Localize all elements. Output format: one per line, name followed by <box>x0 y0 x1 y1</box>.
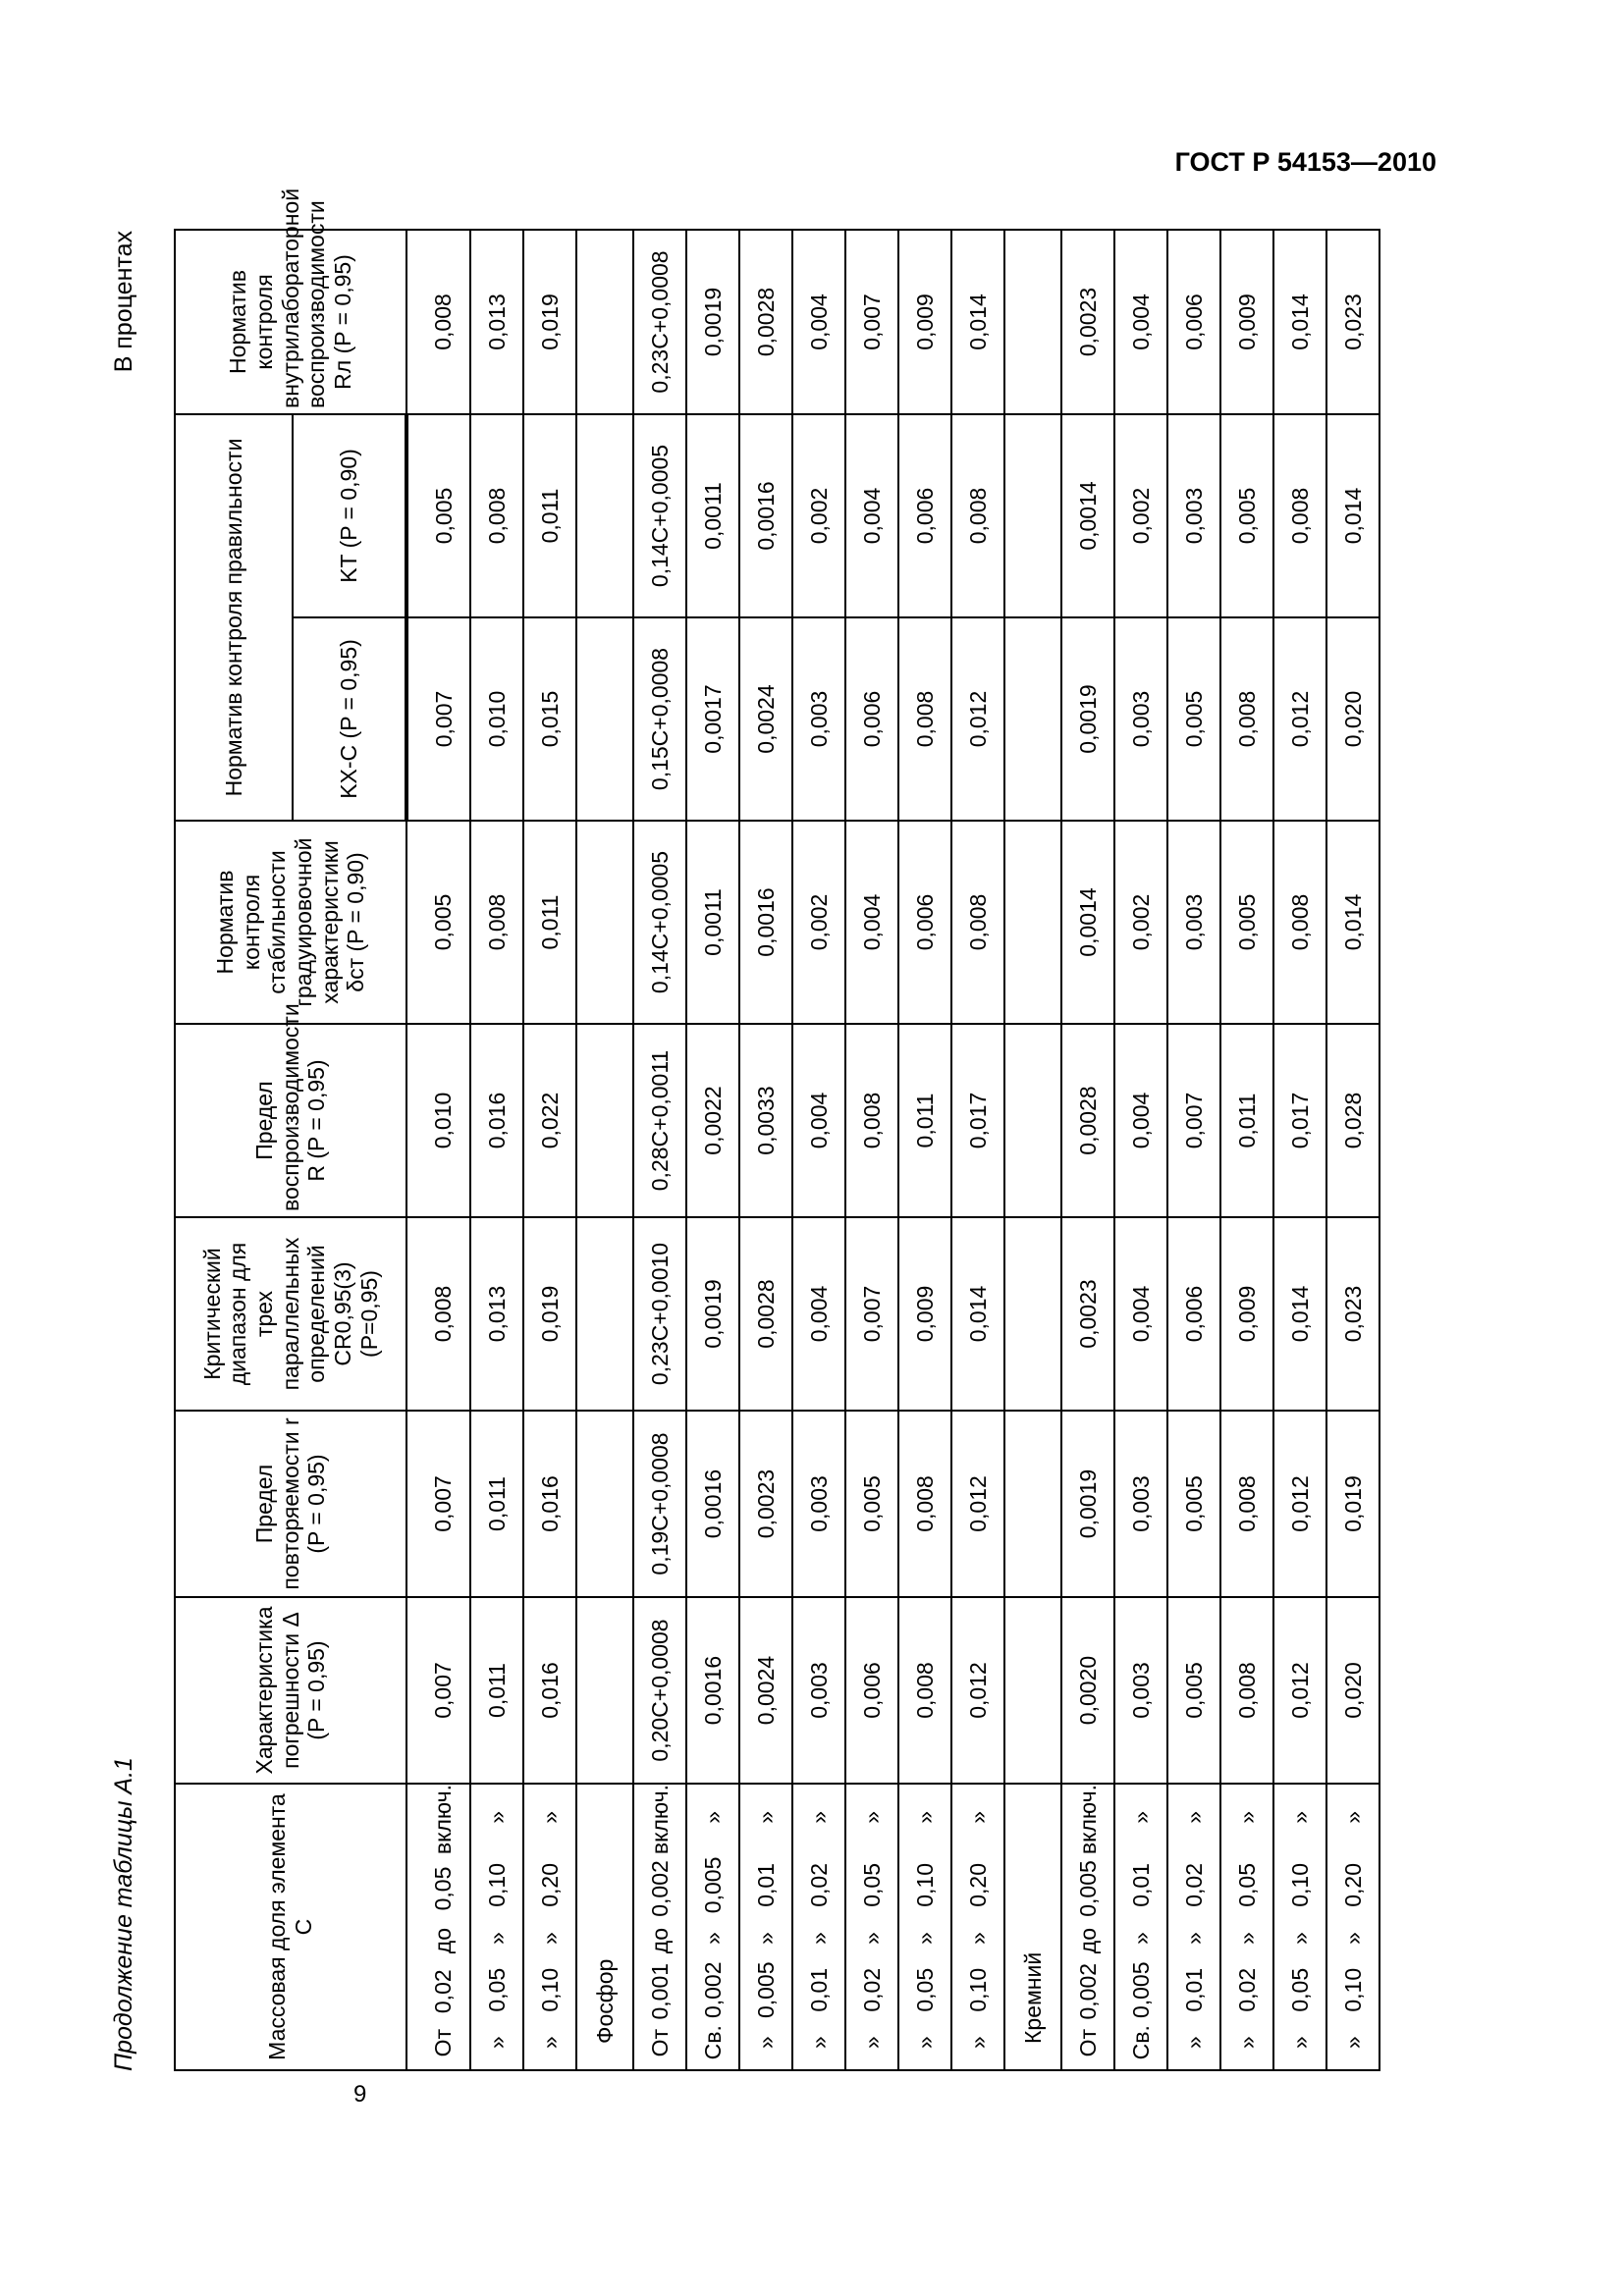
value-cell: 0,011 <box>470 1411 523 1597</box>
section-header-row <box>576 230 633 2070</box>
value-cell: 0,007 <box>845 230 898 414</box>
mass-range-part: 0,01 <box>1180 1967 1207 2012</box>
mass-range-cell <box>951 1784 1004 2070</box>
mass-range-part: 0,05 <box>1286 1967 1313 2012</box>
mass-range-part: » <box>1180 1810 1207 1824</box>
table-row <box>1326 230 1380 2070</box>
value-cell: 0,002 <box>792 821 845 1024</box>
rotated-table-area <box>110 187 1416 2071</box>
value-cell: 0,011 <box>470 1597 523 1784</box>
value-cell: 0,002 <box>1114 414 1167 617</box>
value-cell: 0,022 <box>523 1024 576 1217</box>
value-cell: 0,005 <box>845 1411 898 1597</box>
mass-range-cell <box>1326 1784 1380 2070</box>
mass-range-cell <box>633 1784 686 2070</box>
value-cell: 0,0014 <box>1061 821 1114 1024</box>
header-kt: KT (P = 0,90) <box>293 414 406 617</box>
empty-cell <box>1004 1217 1061 1411</box>
mass-range-part: 0,05 <box>430 1866 456 1911</box>
value-cell: 0,002 <box>1114 821 1167 1024</box>
mass-range-part: » <box>752 2036 779 2050</box>
value-cell: 0,028 <box>1326 1024 1380 1217</box>
mass-range <box>1287 1785 1314 2069</box>
header-delta: Характеристика погрешности Δ (P = 0,95) <box>175 1597 406 1784</box>
mass-range-part: » <box>1180 2036 1207 2050</box>
value-cell: 0,007 <box>1167 1024 1220 1217</box>
value-cell: 0,0016 <box>739 821 792 1024</box>
mass-range-part: » <box>1339 1810 1366 1824</box>
mass-range-part: » <box>752 1932 779 1945</box>
mass-range-cell <box>845 1784 898 2070</box>
mass-range-part: 0,005 <box>752 1961 779 2019</box>
value-cell: 0,009 <box>898 230 951 414</box>
value-cell: 0,020 <box>1326 1597 1380 1784</box>
value-cell: 0,012 <box>951 1597 1004 1784</box>
table-row <box>406 230 470 2070</box>
mass-range <box>430 1785 457 2069</box>
mass-range <box>1181 1785 1208 2069</box>
value-cell: 0,012 <box>951 617 1004 821</box>
value-cell: 0,008 <box>1273 821 1326 1024</box>
value-cell: 0,0023 <box>739 1411 792 1597</box>
value-cell: 0,002 <box>792 414 845 617</box>
mass-range-part: 0,10 <box>911 1863 938 1907</box>
mass-range-cell <box>1220 1784 1273 2070</box>
empty-cell <box>1004 1411 1061 1597</box>
value-cell: 0,009 <box>1220 230 1273 414</box>
value-cell: 0,015 <box>523 617 576 821</box>
mass-range-part: 0,002 <box>646 1860 673 1917</box>
value-cell: 0,0019 <box>686 230 739 414</box>
value-cell: 0,0016 <box>686 1411 739 1597</box>
mass-range-part: 0,002 <box>1074 1962 1101 2020</box>
value-cell: 0,003 <box>1167 414 1220 617</box>
value-cell: 0,008 <box>1220 1411 1273 1597</box>
value-cell: 0,012 <box>1273 1597 1326 1784</box>
mass-range <box>859 1785 886 2069</box>
mass-range <box>965 1785 992 2069</box>
empty-cell <box>576 1411 633 1597</box>
value-cell: 0,0014 <box>1061 414 1114 617</box>
mass-range <box>537 1785 564 2069</box>
value-cell: 0,005 <box>1220 414 1273 617</box>
value-cell: 0,008 <box>845 1024 898 1217</box>
table-row <box>1114 230 1167 2070</box>
mass-range-part: 0,02 <box>1233 1967 1260 2012</box>
mass-range-part: » <box>1180 1932 1207 1945</box>
value-cell: 0,20С+0,0008 <box>633 1597 686 1784</box>
value-cell: 0,14С+0,0005 <box>633 821 686 1024</box>
mass-range <box>1128 1785 1155 2069</box>
value-cell: 0,0017 <box>686 617 739 821</box>
value-cell: 0,008 <box>470 821 523 1024</box>
element-name <box>576 1784 633 2070</box>
mass-range-part: » <box>536 2036 563 2050</box>
empty-cell <box>576 230 633 414</box>
header-mass-text: Массовая доля элемента C <box>264 1793 316 2060</box>
mass-range-part: » <box>1233 2036 1260 2050</box>
mass-range-cell <box>686 1784 739 2070</box>
empty-cell <box>576 1024 633 1217</box>
mass-range-part: 0,10 <box>536 1967 563 2012</box>
mass-range <box>484 1785 511 2069</box>
norms-table <box>174 187 1380 2071</box>
value-cell: 0,006 <box>845 1597 898 1784</box>
value-cell: 0,012 <box>1273 617 1326 821</box>
mass-range-part: включ. <box>646 1785 673 1855</box>
mass-range-part: » <box>483 1810 510 1824</box>
value-cell: 0,011 <box>898 1024 951 1217</box>
mass-range-part: » <box>964 2036 991 2050</box>
value-cell: 0,010 <box>406 1024 470 1217</box>
table-body <box>406 230 1380 2070</box>
section-header-row <box>1004 230 1061 2070</box>
value-cell: 0,003 <box>1114 1411 1167 1597</box>
mass-range <box>1340 1785 1367 2069</box>
mass-range-part: 0,005 <box>1074 1860 1101 1917</box>
mass-range-part: 0,02 <box>430 1969 456 2014</box>
mass-range-part: » <box>1233 1810 1260 1824</box>
table-row <box>633 230 686 2070</box>
value-cell: 0,009 <box>1220 1217 1273 1411</box>
value-cell: 0,008 <box>951 821 1004 1024</box>
value-cell: 0,14С+0,0005 <box>633 414 686 617</box>
value-cell: 0,004 <box>792 1217 845 1411</box>
value-cell: 0,013 <box>470 1217 523 1411</box>
value-cell: 0,005 <box>406 414 470 617</box>
mass-range-part: » <box>805 2036 832 2050</box>
mass-range-part: » <box>858 2036 885 2050</box>
value-cell: 0,003 <box>792 617 845 821</box>
mass-range-part: 0,005 <box>699 1856 726 1914</box>
mass-range-part: » <box>805 1932 832 1945</box>
value-cell: 0,0016 <box>739 414 792 617</box>
value-cell: 0,016 <box>523 1411 576 1597</box>
value-cell: 0,008 <box>898 1411 951 1597</box>
header-reproducibility: Предел воспроизводимости R (P = 0,95) <box>175 1024 406 1217</box>
mass-range-part: » <box>911 2036 938 2050</box>
table-row <box>739 230 792 2070</box>
value-cell: 0,003 <box>1114 617 1167 821</box>
table-container <box>110 187 1416 2071</box>
empty-cell <box>1004 230 1061 414</box>
value-cell: 0,008 <box>898 1597 951 1784</box>
mass-range-part: включ. <box>430 1785 456 1855</box>
mass-range-part: до <box>1074 1927 1101 1954</box>
value-cell: 0,016 <box>470 1024 523 1217</box>
mass-range-part: 0,01 <box>1127 1863 1154 1907</box>
value-cell: 0,008 <box>406 1217 470 1411</box>
mass-range-part: » <box>536 1932 563 1945</box>
value-cell: 0,011 <box>523 821 576 1024</box>
header-accuracy-group: Норматив контроля правильности <box>175 414 293 821</box>
mass-range-part: 0,005 <box>1127 1961 1154 2019</box>
mass-range-part: 0,01 <box>752 1863 779 1907</box>
value-cell: 0,005 <box>1167 1411 1220 1597</box>
value-cell: 0,007 <box>845 1217 898 1411</box>
mass-range-part: 0,05 <box>911 1967 938 2012</box>
mass-range-part: 0,20 <box>536 1863 563 1907</box>
mass-range-cell <box>1273 1784 1326 2070</box>
mass-range-part: 0,02 <box>805 1863 832 1907</box>
mass-range-cell <box>898 1784 951 2070</box>
mass-range-part: » <box>1339 2036 1366 2050</box>
value-cell: 0,23С+0,0008 <box>633 230 686 414</box>
value-cell: 0,012 <box>951 1411 1004 1597</box>
value-cell: 0,0023 <box>1061 1217 1114 1411</box>
mass-range-part: » <box>1233 1932 1260 1945</box>
value-cell: 0,019 <box>523 230 576 414</box>
table-row <box>1273 230 1326 2070</box>
header-stability: Норматив контроля стабильности градуировочной характеристики δст (P = 0,90) <box>175 821 406 1024</box>
mass-range-part: От <box>646 2028 673 2057</box>
value-cell: 0,004 <box>1114 1024 1167 1217</box>
mass-range-part: » <box>483 2036 510 2050</box>
mass-range-cell <box>406 1784 470 2070</box>
document-code: ГОСТ Р 54153—2010 <box>1174 147 1436 177</box>
mass-range-part: » <box>1339 1932 1366 1945</box>
value-cell: 0,0019 <box>1061 617 1114 821</box>
mass-range-part: 0,10 <box>483 1863 510 1907</box>
mass-range <box>753 1785 780 2069</box>
value-cell: 0,23С+0,0010 <box>633 1217 686 1411</box>
value-cell: 0,0011 <box>686 414 739 617</box>
empty-cell <box>576 1597 633 1784</box>
mass-range-part: От <box>430 2028 456 2057</box>
mass-range-part: 0,01 <box>805 1967 832 2012</box>
element-name-text: Кремний <box>1019 1951 1046 2044</box>
value-cell: 0,007 <box>406 1411 470 1597</box>
header-intralab-reproducibility: Норматив контроля внутрилабораторной воспроизводимости Rл (P = 0,95) <box>175 230 406 414</box>
header-kxc: KX-C (P = 0,95) <box>293 617 406 821</box>
value-cell: 0,019 <box>1326 1411 1380 1597</box>
value-cell: 0,003 <box>792 1411 845 1597</box>
table-row <box>951 230 1004 2070</box>
empty-cell <box>576 617 633 821</box>
value-cell: 0,008 <box>1273 414 1326 617</box>
mass-range-part: 0,20 <box>964 1863 991 1907</box>
mass-range-part: » <box>964 1932 991 1945</box>
table-row <box>523 230 576 2070</box>
mass-range-part: » <box>964 1810 991 1824</box>
value-cell: 0,017 <box>1273 1024 1326 1217</box>
mass-range-cell <box>523 1784 576 2070</box>
mass-range-cell <box>792 1784 845 2070</box>
empty-cell <box>576 414 633 617</box>
value-cell: 0,003 <box>1167 821 1220 1024</box>
value-cell: 0,007 <box>406 617 470 821</box>
value-cell: 0,012 <box>1273 1411 1326 1597</box>
value-cell: 0,020 <box>1326 617 1380 821</box>
header-critical-range: Критический диапазон для трех параллельных определений CR0,95(3) (P=0,95) <box>175 1217 406 1411</box>
mass-range-part: » <box>752 1810 779 1824</box>
value-cell: 0,0028 <box>739 230 792 414</box>
mass-range-part: » <box>858 1810 885 1824</box>
mass-range-part: » <box>1286 1932 1313 1945</box>
value-cell: 0,014 <box>951 230 1004 414</box>
value-cell: 0,008 <box>1220 617 1273 821</box>
empty-cell <box>576 821 633 1024</box>
value-cell: 0,013 <box>470 230 523 414</box>
mass-range-cell <box>739 1784 792 2070</box>
value-cell: 0,014 <box>1273 1217 1326 1411</box>
mass-range-part: 0,05 <box>1233 1863 1260 1907</box>
mass-range-part: 0,05 <box>483 1967 510 2012</box>
table-row <box>470 230 523 2070</box>
mass-range-part: » <box>1286 2036 1313 2050</box>
value-cell: 0,003 <box>1114 1597 1167 1784</box>
mass-range-cell <box>1167 1784 1220 2070</box>
value-cell: 0,008 <box>951 414 1004 617</box>
value-cell: 0,014 <box>1326 414 1380 617</box>
mass-range <box>806 1785 833 2069</box>
table-row <box>898 230 951 2070</box>
table-row <box>1220 230 1273 2070</box>
value-cell: 0,005 <box>1220 821 1273 1024</box>
mass-range-part: » <box>1127 1932 1154 1945</box>
value-cell: 0,28С+0,0011 <box>633 1024 686 1217</box>
table-row <box>845 230 898 2070</box>
mass-range-part: » <box>858 1932 885 1945</box>
mass-range <box>647 1785 674 2069</box>
value-cell: 0,19С+0,0008 <box>633 1411 686 1597</box>
value-cell: 0,006 <box>898 821 951 1024</box>
mass-range-cell <box>470 1784 523 2070</box>
mass-range-cell <box>1061 1784 1114 2070</box>
value-cell: 0,0011 <box>686 821 739 1024</box>
mass-range-part: » <box>699 1932 726 1945</box>
element-name-text: Фосфор <box>591 1958 618 2044</box>
value-cell: 0,004 <box>792 1024 845 1217</box>
mass-range-part: 0,002 <box>699 1961 726 2019</box>
mass-range-part: до <box>646 1927 673 1954</box>
mass-range-part: » <box>1127 1810 1154 1824</box>
value-cell: 0,0024 <box>739 617 792 821</box>
value-cell: 0,0022 <box>686 1024 739 1217</box>
empty-cell <box>1004 414 1061 617</box>
empty-cell <box>1004 1024 1061 1217</box>
value-cell: 0,011 <box>1220 1024 1273 1217</box>
value-cell: 0,004 <box>1114 230 1167 414</box>
value-cell: 0,0019 <box>686 1217 739 1411</box>
value-cell: 0,0028 <box>739 1217 792 1411</box>
mass-range-cell <box>1114 1784 1167 2070</box>
mass-range-part: 0,05 <box>858 1863 885 1907</box>
mass-range <box>1234 1785 1261 2069</box>
mass-range <box>912 1785 939 2069</box>
table-row <box>792 230 845 2070</box>
value-cell: 0,010 <box>470 617 523 821</box>
value-cell: 0,006 <box>1167 1217 1220 1411</box>
table-row <box>686 230 739 2070</box>
page-number: 9 <box>353 2081 367 2108</box>
mass-range-part: » <box>536 1810 563 1824</box>
mass-range-part: 0,10 <box>964 1967 991 2012</box>
header-repeatability: Предел повторяемости r (P = 0,95) <box>175 1411 406 1597</box>
value-cell: 0,0028 <box>1061 1024 1114 1217</box>
value-cell: 0,15С+0,0008 <box>633 617 686 821</box>
mass-range-part: » <box>699 1810 726 1824</box>
element-name <box>1004 1784 1061 2070</box>
table-unit-label: В процентах <box>110 231 137 373</box>
value-cell: 0,014 <box>951 1217 1004 1411</box>
table-continuation-caption: Продолжение таблицы А.1 <box>110 1757 137 2071</box>
value-cell: 0,0023 <box>1061 230 1114 414</box>
value-cell: 0,023 <box>1326 230 1380 414</box>
value-cell: 0,0024 <box>739 1597 792 1784</box>
value-cell: 0,005 <box>1167 1597 1220 1784</box>
value-cell: 0,008 <box>470 414 523 617</box>
value-cell: 0,014 <box>1273 230 1326 414</box>
value-cell: 0,005 <box>1167 617 1220 821</box>
mass-range-part: 0,10 <box>1286 1863 1313 1907</box>
table-row <box>1167 230 1220 2070</box>
mass-range-part: включ. <box>1074 1785 1101 1855</box>
value-cell: 0,004 <box>792 230 845 414</box>
empty-cell <box>1004 1597 1061 1784</box>
value-cell: 0,007 <box>406 1597 470 1784</box>
mass-range <box>700 1785 727 2069</box>
value-cell: 0,0019 <box>1061 1411 1114 1597</box>
mass-range-part: » <box>911 1932 938 1945</box>
mass-range-part: Св. <box>699 2025 726 2060</box>
value-cell: 0,017 <box>951 1024 1004 1217</box>
mass-range-part: 0,02 <box>1180 1863 1207 1907</box>
value-cell: 0,008 <box>1220 1597 1273 1784</box>
value-cell: 0,008 <box>898 617 951 821</box>
value-cell: 0,014 <box>1326 821 1380 1024</box>
mass-range-part: » <box>1286 1810 1313 1824</box>
mass-range-part: 0,001 <box>646 1962 673 2020</box>
mass-range-part: 0,02 <box>858 1967 885 2012</box>
value-cell: 0,0020 <box>1061 1597 1114 1784</box>
value-cell: 0,005 <box>406 821 470 1024</box>
value-cell: 0,006 <box>898 414 951 617</box>
mass-range-part: до <box>430 1927 456 1954</box>
empty-cell <box>1004 617 1061 821</box>
value-cell: 0,008 <box>406 230 470 414</box>
mass-range-part: От <box>1074 2028 1101 2057</box>
value-cell: 0,023 <box>1326 1217 1380 1411</box>
value-cell: 0,004 <box>845 414 898 617</box>
value-cell: 0,016 <box>523 1597 576 1784</box>
mass-range-part: 0,20 <box>1339 1863 1366 1907</box>
value-cell: 0,011 <box>523 414 576 617</box>
mass-range-part: » <box>805 1810 832 1824</box>
empty-cell <box>1004 821 1061 1024</box>
value-cell: 0,004 <box>845 821 898 1024</box>
value-cell: 0,006 <box>1167 230 1220 414</box>
mass-range-part: 0,10 <box>1339 1967 1366 2012</box>
mass-range <box>1075 1785 1102 2069</box>
empty-cell <box>576 1217 633 1411</box>
value-cell: 0,004 <box>1114 1217 1167 1411</box>
mass-range-part: Св. <box>1127 2025 1154 2060</box>
value-cell: 0,003 <box>792 1597 845 1784</box>
value-cell: 0,0033 <box>739 1024 792 1217</box>
mass-range-part: » <box>483 1932 510 1945</box>
value-cell: 0,006 <box>845 617 898 821</box>
value-cell: 0,019 <box>523 1217 576 1411</box>
value-cell: 0,009 <box>898 1217 951 1411</box>
header-mass-fraction <box>175 1784 406 2070</box>
mass-range-part: » <box>911 1810 938 1824</box>
value-cell: 0,0016 <box>686 1597 739 1784</box>
table-row <box>1061 230 1114 2070</box>
